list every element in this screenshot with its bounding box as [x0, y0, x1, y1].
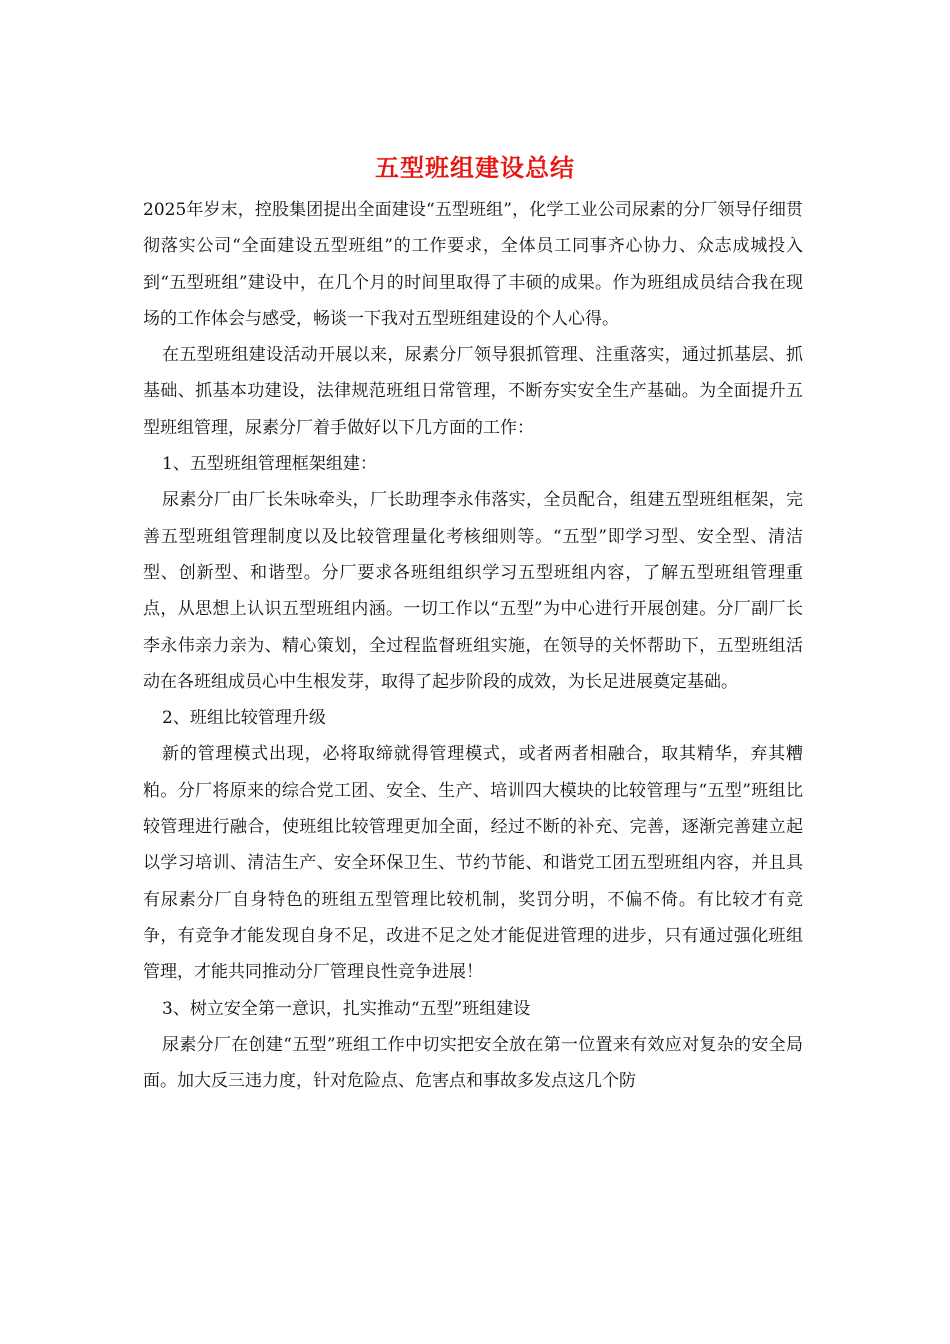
- paragraph-overview: 在五型班组建设活动开展以来，尿素分厂领导狠抓管理、注重落实，通过抓基层、抓基础、抓基本功建设，法律规范班组日常管理，不断夯实安全生产基础。为全面提升五型班组管理，尿素分厂着手做好以下几方面的工作：: [143, 345, 803, 438]
- section-heading-2: 2、班组比较管理升级: [162, 708, 326, 729]
- section-heading-3: 3、树立安全第一意识，扎实推动“五型”班组建设: [162, 998, 531, 1019]
- document-title: 五型班组建设总结: [375, 153, 575, 182]
- paragraph-section-2: 新的管理模式出现，必将取缔就得管理模式，或者两者相融合，取其精华，弃其糟粕。分厂将原来的综合党工团、安全、生产、培训四大模块的比较管理与“五型”班组比较管理进行融合，使班组比较管理更加全面，经过不断的补充、完善，逐渐完善建立起以学习培训、清洁生产、安全环保卫生、节约节能、和谐党工团五型班组内容，并且具有尿素分厂自身特色的班组五型管理比较机制，奖罚分明，不偏不倚。有比较才有竞争，有竞争才能发现自身不足，改进不足之处才能促进管理的进步，只有通过强化班组管理，才能共同推动分厂管理良性竞争进展！: [143, 744, 803, 983]
- document-body: [143, 192, 803, 1099]
- section-heading-1: 1、五型班组管理框架组建：: [162, 454, 377, 475]
- paragraph-section-3: 尿素分厂在创建“五型”班组工作中切实把安全放在第一位置来有效应对复杂的安全局面。加大反三违力度，针对危险点、危害点和事故多发点这几个防: [143, 1034, 803, 1092]
- paragraph-section-1: 尿素分厂由厂长朱咏牵头，厂长助理李永伟落实，全员配合，组建五型班组框架，完善五型班组管理制度以及比较管理量化考核细则等。“五型”即学习型、安全型、清洁型、创新型、和谐型。分厂要求各班组组织学习五型班组内容，了解五型班组管理重点，从思想上认识五型班组内涵。一切工作以“五型”为中心进行开展创建。分厂副厂长李永伟亲力亲为、精心策划，全过程监督班组实施，在领导的关怀帮助下，五型班组活动在各班组成员心中生根发芽，取得了起步阶段的成效，为长足进展奠定基础。: [143, 490, 803, 692]
- paragraph-intro: 2025年岁末，控股集团提出全面建设“五型班组”，化学工业公司尿素的分厂领导仔细贯彻落实公司“全面建设五型班组”的工作要求，全体员工同事齐心协力、众志成城投入到“五型班组”建设中，在几个月的时间里取得了丰硕的成果。作为班组成员结合我在现场的工作体会与感受，畅谈一下我对五型班组建设的个人心得。: [143, 200, 803, 329]
